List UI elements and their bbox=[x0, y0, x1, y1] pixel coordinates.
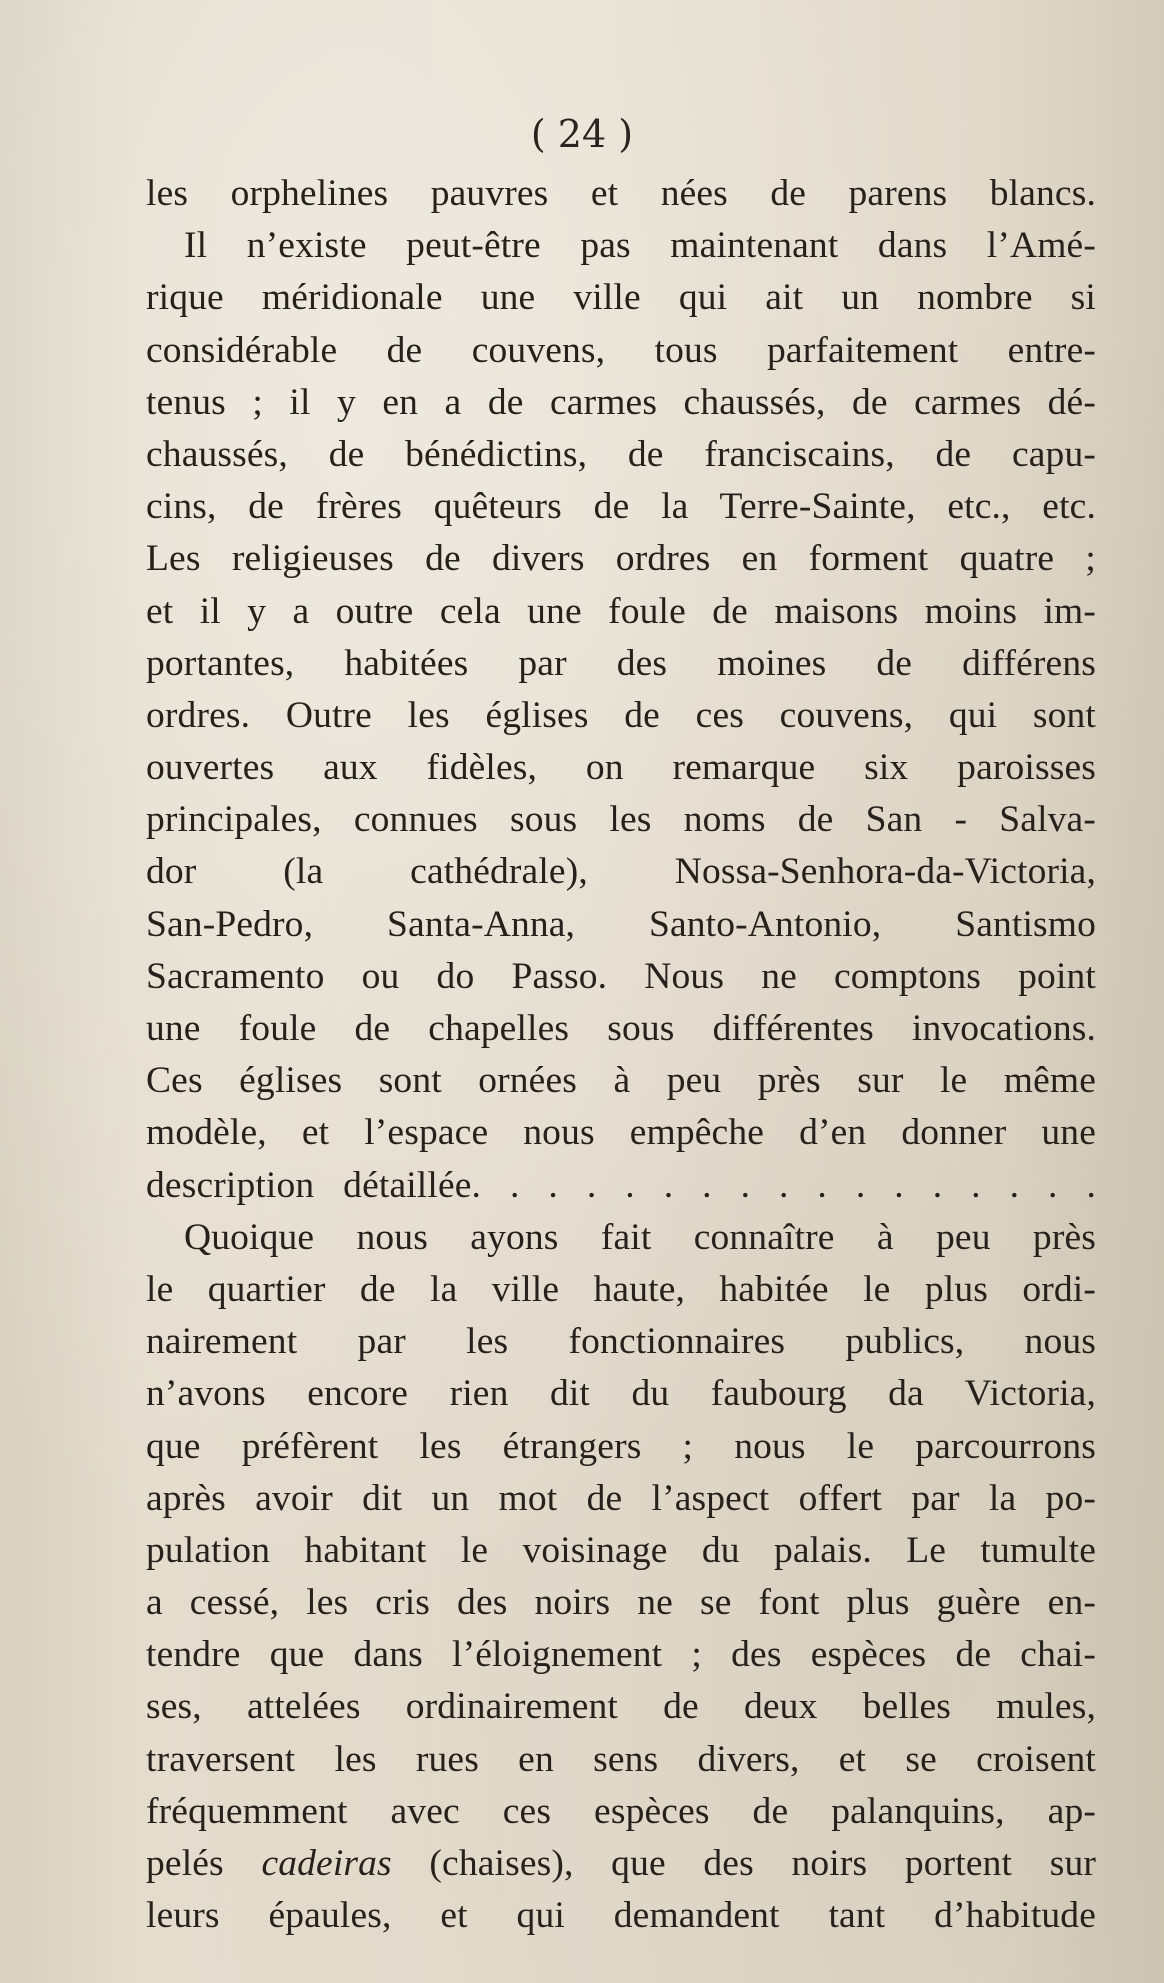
text-line: fréquemment avec ces espèces de palanquins, ap- bbox=[146, 1790, 1096, 1832]
text-line: modèle, et l’espace nous empêche d’en donner une bbox=[146, 1112, 1096, 1154]
body-text bbox=[146, 168, 1096, 1942]
italic-term: cadeiras bbox=[261, 1843, 392, 1884]
text-line: une foule de chapelles sous différentes invocations. bbox=[146, 1008, 1096, 1049]
text-line: ordres. Outre les églises de ces couvens, qui sont bbox=[146, 694, 1096, 736]
text-line: Sacramento ou do Passo. Nous ne comptons point bbox=[146, 955, 1096, 997]
text-line: Il n’existe peut-être pas maintenant dans l’Amé- bbox=[184, 225, 1096, 267]
text-line: Quoique nous ayons fait connaître à peu près bbox=[184, 1216, 1096, 1258]
text-line: et il y a outre cela une foule de maisons moins im- bbox=[146, 590, 1096, 632]
text-line: San-Pedro, Santa-Anna, Santo-Antonio, Santismo bbox=[146, 903, 1096, 945]
text-line: principales, connues sous les noms de San - Salva- bbox=[146, 799, 1096, 841]
text-line: ouvertes aux fidèles, on remarque six paroisses bbox=[146, 747, 1096, 789]
text-line: Ces églises sont ornées à peu près sur le même bbox=[146, 1060, 1096, 1102]
text-line: traversent les rues en sens divers, et se croisent bbox=[146, 1738, 1096, 1780]
text-line: portantes, habitées par des moines de différens bbox=[146, 642, 1096, 684]
text-line: rique méridionale une ville qui ait un nombre si bbox=[146, 277, 1096, 319]
text-line-with-italic bbox=[146, 1838, 1096, 1890]
text-line: tendre que dans l’éloignement ; des espèces de chai- bbox=[146, 1634, 1096, 1676]
text-fragment: (chaises), que des noirs portent sur bbox=[391, 1843, 1096, 1884]
text-line: Les religieuses de divers ordres en forment quatre ; bbox=[146, 538, 1096, 580]
text-line: pulation habitant le voisinage du palais. Le tumulte bbox=[146, 1529, 1096, 1571]
text-line: considérable de couvens, tous parfaitement entre- bbox=[146, 329, 1096, 371]
text-fragment: pelés bbox=[146, 1843, 262, 1884]
text-line: le quartier de la ville haute, habitée le plus ordi- bbox=[146, 1268, 1096, 1310]
text-line: ses, attelées ordinairement de deux belles mules, bbox=[146, 1686, 1096, 1728]
text-line: tenus ; il y en a de carmes chaussés, de carmes dé- bbox=[146, 381, 1096, 423]
text-line: dor (la cathédrale), Nossa-Senhora-da-Victoria, bbox=[146, 851, 1096, 893]
text-line: les orphelines pauvres et nées de parens blancs. bbox=[146, 173, 1096, 214]
text-line: leurs épaules, et qui demandent tant d’habitude bbox=[146, 1895, 1096, 1937]
text-line: après avoir dit un mot de l’aspect offert par la po- bbox=[146, 1477, 1096, 1519]
page-number: ( 24 ) bbox=[530, 112, 634, 156]
text-line: cins, de frères quêteurs de la Terre-Sainte, etc., etc. bbox=[146, 486, 1096, 528]
text-line: chaussés, de bénédictins, de franciscains, de capu- bbox=[146, 433, 1096, 475]
text-line: description détaillée. . . . . . . . . . . . . . . . . bbox=[146, 1164, 1096, 1206]
text-line: a cessé, les cris des noirs ne se font plus guère en- bbox=[146, 1582, 1096, 1624]
text-line: nairement par les fonctionnaires publics, nous bbox=[146, 1321, 1096, 1363]
text-line: n’avons encore rien dit du faubourg da Victoria, bbox=[146, 1373, 1096, 1415]
text-line: que préfèrent les étrangers ; nous le parcourrons bbox=[146, 1425, 1096, 1467]
